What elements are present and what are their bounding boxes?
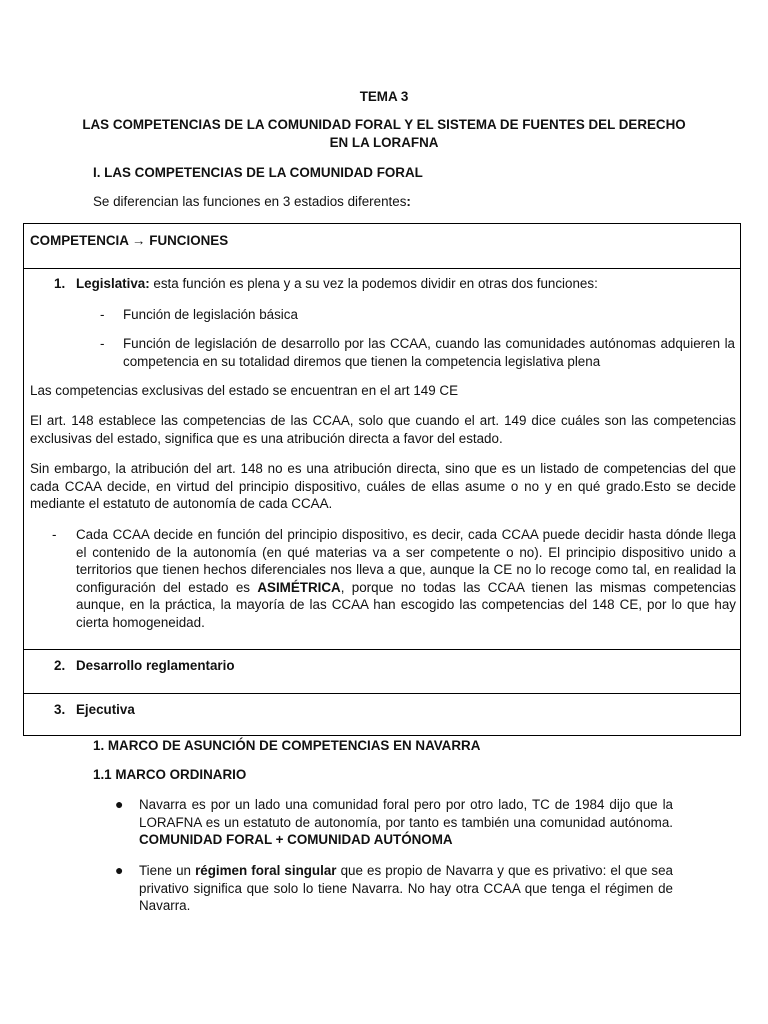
row-title-desarrollo: Desarrollo reglamentario: [76, 658, 235, 673]
bullet-icon: ●: [115, 796, 124, 812]
row-title-legislativa: Legislativa:: [76, 276, 150, 291]
intro-text: Se diferencian las funciones en 3 estadios diferentes: [93, 194, 407, 209]
bullet-text: , porque no todas las CCAA tienen las mismas competencias aunque, en la práctica, la mayoría de las CCAA han escogido las competencias del 148 CE, por lo que hay cierta homogeneidad.: [76, 579, 737, 630]
dash-bullet: -: [52, 527, 57, 542]
paragraph: Sin embargo, la atribución del art. 148 no es una atribución directa, sino que es un listado de competencias del que cada CCAA decide, en virtud del principio dispositivo, cuáles de ellas asume o no y en qué grado.Esto se decide mediante el estatuto de autonomía de cada CCAA.: [30, 461, 736, 512]
dash-bullet: -: [100, 307, 105, 322]
document-heading: LAS COMPETENCIAS DE LA COMUNIDAD FORAL Y EL SISTEMA DE FUENTES DEL DERECHO EN LA LORAFNA: [82, 117, 686, 150]
paragraph: El art. 148 establece las competencias de las CCAA, solo que cuando el art. 149 dice cuáles son las competencias exclusivas del estado, significa que es una atribución directa a favor del estado.: [30, 413, 736, 446]
table-divider: [24, 268, 740, 269]
row-text-legislativa: esta función es plena y a su vez la podemos dividir en otras dos funciones:: [149, 276, 598, 291]
bullet-text: Cada CCAA decide en función del principio dispositivo, es decir, cada CCAA puede decidir hasta dónde llega el contenido de la autonomía (en qué materias va a ser competente o no). El principio dispositivo unido a territorios que tienen hechos diferenciales nos lleva a que, aunque la CE no lo recoge como tal, en realidad la configuración del estado es: [76, 527, 736, 595]
row-number-1: 1.: [54, 276, 66, 291]
table-divider: [24, 649, 740, 650]
list-item: [76, 526, 736, 632]
subsection-heading: 1.1 MARCO ORDINARIO: [93, 767, 247, 782]
bullet-bold: ASIMÉTRICA: [257, 579, 341, 595]
dash-bullet: -: [100, 336, 105, 351]
bullet-bold: régimen foral singular: [195, 863, 337, 878]
bullet-bold: COMUNIDAD FORAL + COMUNIDAD AUTÓNOMA: [139, 832, 453, 848]
document-title: TEMA 3: [359, 89, 409, 104]
intro-colon: :: [406, 194, 411, 209]
bullet-icon: ●: [115, 862, 124, 878]
section-heading-marco: 1. MARCO DE ASUNCIÓN DE COMPETENCIAS EN NAVARRA: [93, 738, 481, 753]
table-divider: [24, 693, 740, 694]
row-number-3: 3.: [54, 702, 66, 717]
row-title-ejecutiva: Ejecutiva: [76, 702, 135, 717]
intro-paragraph: [93, 193, 411, 211]
list-item: [139, 796, 673, 849]
bullet-text: Tiene un: [139, 863, 196, 878]
list-item: [139, 862, 673, 915]
bullet-text: Navarra es por un lado una comunidad foral pero por otro lado, TC de 1984 dijo que la LORAFNA es un estatuto de autonomía, por tanto es también una comunidad autónoma.: [139, 797, 673, 830]
paragraph: Las competencias exclusivas del estado se encuentran en el art 149 CE: [30, 383, 459, 398]
list-item: Función de legislación básica: [123, 307, 298, 322]
bullet-text: que es propio de Navarra y que es privativo: el que sea privativo significa que solo lo tiene Navarra. No hay otra CCAA que tenga el régimen de Navarra.: [139, 863, 673, 914]
list-item: Función de legislación de desarrollo por las CCAA, cuando las comunidades autónomas adquieren la competencia en su totalidad diremos que tienen la competencia legislativa plena: [123, 336, 735, 369]
competencias-table: [23, 223, 741, 736]
row-number-2: 2.: [54, 658, 66, 673]
section-heading: I. LAS COMPETENCIAS DE LA COMUNIDAD FORAL: [93, 165, 423, 180]
row-legislativa-intro: [76, 275, 736, 293]
table-header: COMPETENCIA → FUNCIONES: [30, 233, 229, 248]
